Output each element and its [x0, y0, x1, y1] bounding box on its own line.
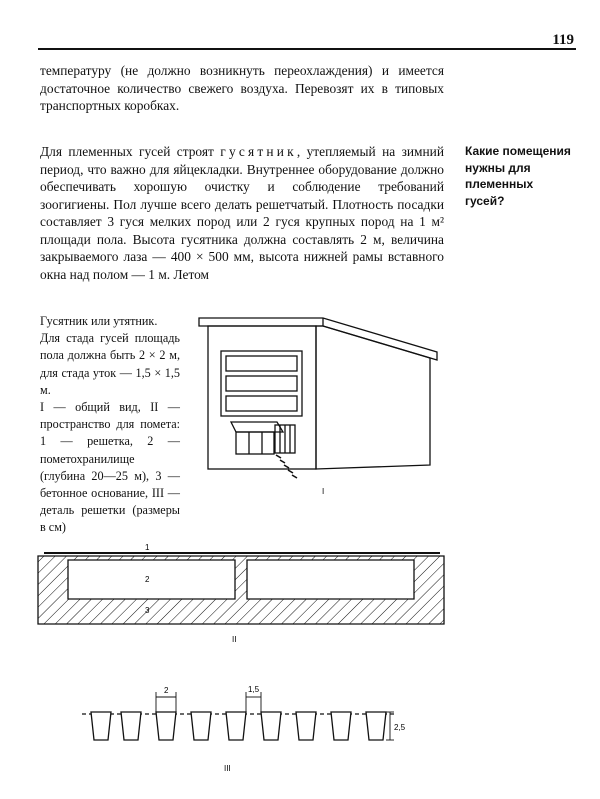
entrance-hatch: [231, 422, 295, 454]
dim-gap-label: 1,5: [248, 685, 260, 694]
paragraph-term: гусятник: [220, 144, 297, 159]
caption-title: Гусятник или утятник.: [40, 314, 158, 328]
caption-legend: I — общий вид, II — пространство для помета: 1 — решетка, 2 — пометохранилище (глубина 20—25 м), 3 — бетонное основание, III — деталь решетки (размеры в см): [40, 400, 180, 535]
paragraph-lead: Для племенных гусей строят: [40, 144, 221, 159]
section-label-3: 3: [145, 606, 150, 615]
concrete-base: [38, 556, 444, 624]
section-label-2: 2: [145, 575, 150, 584]
view-3-label: III: [224, 764, 231, 773]
page-number: 119: [552, 32, 574, 48]
house-view: [199, 318, 437, 478]
paragraph-intro: температуру (не должно возникнуть переохлаждения) и имеется достаточное количество свежего воздуха. Перевозят их в типовых транспортных коробках.: [40, 63, 444, 113]
section-view: [38, 553, 444, 624]
margin-question: Какие помещения нужны для племенных гусей?: [465, 144, 571, 208]
dim-height-label: 2,5: [394, 723, 406, 732]
dim-width-label: 2: [164, 686, 169, 695]
section-label-1: 1: [145, 543, 150, 552]
entrance-ramp: [276, 455, 297, 478]
paragraph-rest: , утепляемый на зимний период, что важно для яйцекладки. Внутреннее оборудование должно обеспечивать хорошую очистку и соблюдение требований зоогигиены. Пол лучше всего делать решетчатый. Плотность посадки составляет 3 гуся мелких пород или 2 гуся крупных пород на 1 м² площади пола. Высота гусятника должна составлять 2 м, величина закрываемого лаза — 400 × 500 мм, высота нижней рамы вставного окна над полом — 1 м. Летом: [40, 144, 445, 282]
window: [221, 351, 302, 416]
roof: [199, 318, 437, 360]
view-1-label: I: [322, 487, 325, 496]
view-2-label: II: [232, 635, 237, 644]
caption-body: Для стада гусей площадь пола должна быть 2 × 2 м, для стада уток — 1,5 × 1,5 м.: [40, 331, 180, 397]
grate-detail: [82, 692, 395, 740]
